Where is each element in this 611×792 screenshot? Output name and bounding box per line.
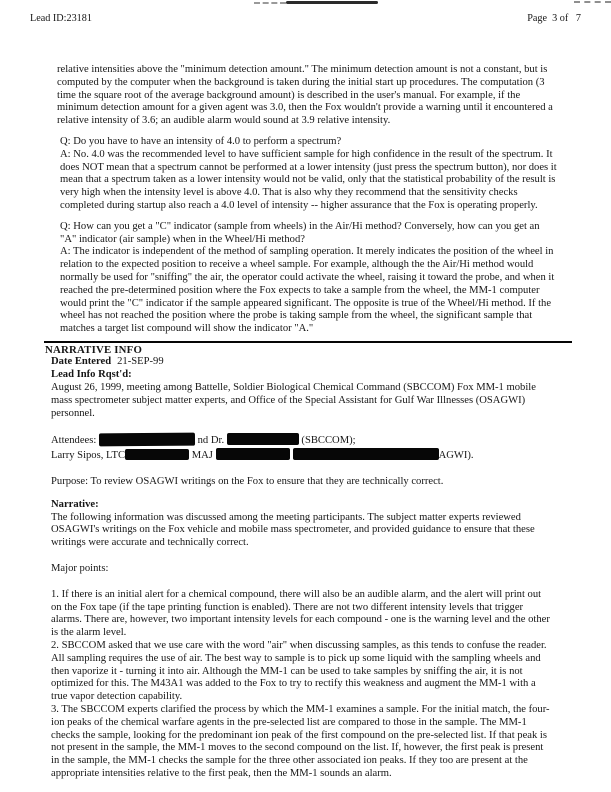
narrative-paragraph: The following information was discussed among the meeting participants. The subject matter experts reviewed OSAGWI's writings on the Fox vehicle and mobile mass spectrometer, and provided guidance to ensure that these writings were accurate and technically correct. — [51, 511, 535, 549]
attendees-fragment: MAJ — [191, 450, 213, 462]
scan-artifact-top-center-line — [286, 1, 378, 4]
purpose-line: Purpose: To review OSAGWI writings on the Fox to ensure that they are technically correct. — [51, 476, 444, 488]
section-divider-rule — [44, 341, 572, 344]
answer-text: A: No. 4.0 was the recommended level to have sufficient sample for high confidence in the result of the spectrum. It does NOT mean that a spectrum cannot be performed at a lower intensity (just press the spectrum button), nor does it mean that a spectrum taken as a lower intensity would not be valid, only that the statistical probability of the result is very high when the intensity level is above 4.0. That is also why they recommend that the sensitivity checks completed during startup also reach a 4.0 level of intensity -- higher assurance that the Fox is operating properly. — [60, 148, 557, 211]
redaction-bar — [99, 433, 195, 447]
date-entered-label: Date Entered — [51, 356, 112, 368]
major-point-2: 2. SBCCOM asked that we use care with the word "air" when discussing samples, as this tends to confuse the reader. All sampling requires the use of air. The best way to sample is to pick up some liquid with the sampling wheels and then vaporize it - turning it into air. Although the MM-1 can be used to take samples by sniffing the air, it is not optimized for this. The M43A1 was added to the Fox to try to rectify this weakness and augment the MM-1 with a true vapor detection capability. — [51, 639, 547, 703]
answer-text: A: The indicator is independent of the method of sampling operation. It merely indicates the position of the wheel in relation to the expected position to receive a wheel sample. For example, although the the Air/Hi method would normally be used for "sniffing" the air, the operator could activate the wheel, raising it toward the probe, and when it reached the pre-determined position where the Fox expects to take a sample from the wheel, the MM-1 computer would print the "C" indicator if the sample appeared significant. The opposite is true of the Wheel/Hi method. If the wheel has not reached the position where the probe is taking sample from the wheel, the significant sample that matches a target list compound will show the indicator "A." — [60, 246, 555, 335]
attendees-label: Attendees: — [51, 435, 97, 447]
major-points-list — [44, 589, 554, 781]
page-header — [30, 13, 581, 24]
qa-pair-intensity — [57, 136, 558, 213]
attendees-fragment: nd Dr. — [197, 435, 225, 447]
section-title: NARRATIVE INFO — [45, 344, 143, 357]
major-point-3: 3. The SBCCOM experts clarified the process by which the MM-1 examines a sample. For the initial match, the four-ion peaks of the chemical warfare agents in the pre-selected list are compared to those in the sample. The MM-1 checks the sample, looking for the predominant ion peak of the first compound on the pre-selected list. If that peak is not present in the sample, the MM-1 moves to the second compound on the list. If, however, the first peak is present in the sample, the MM-1 checks the sample for the three other associated ion peaks. If they too are present at the appropriate intensities relative to the first peak, then the MM-1 sounds an alarm. — [51, 703, 550, 779]
redaction-bar — [216, 448, 290, 460]
qa-section — [44, 64, 572, 336]
major-point-1: 1. If there is an initial alert for a chemical compound, there will also be an audible alarm, and the alert will print out on the Fox tape (if the tape printing function is enabled). There are not two different intensity levels that trigger alarms. There are, however, two important intensity levels for each compound - one is the warning level and the other is the alarm level. — [51, 588, 550, 639]
qa-pair-indicator — [57, 221, 558, 336]
redaction-bar — [293, 448, 439, 460]
attendees-line-2 — [51, 448, 554, 463]
attendees-fragment: AGWI). — [438, 450, 474, 462]
attendees-fragment: Larry Sipos, LTC — [51, 450, 126, 462]
redaction-bar — [227, 433, 299, 445]
narrative-label: Narrative: — [51, 498, 99, 510]
question-text: Q: How can you get a "C" indicator (sample from wheels) in the Air/Hi method? Conversely, how can you get an "A" indicator (air sample) when in the Wheel/Hi method? — [60, 220, 540, 245]
question-text: Q: Do you have to have an intensity of 4.0 to perform a spectrum? — [60, 135, 342, 147]
intro-paragraph: relative intensities above the "minimum detection amount." The minimum detection amount is not a constant, but is computed by the computer when the background is taken during the initial start up procedures. The computation (3 time the square root of the average background amount) is described in the user's manual. For example, if the minimum detection amount for a given agent was 3.0, then the Fox wouldn't provide a warning until it encountered a relative intensity of 3.6; an audible alarm would sound at 3.9 relative intensity. — [57, 64, 553, 127]
major-points-label: Major points: — [51, 563, 109, 574]
date-entered-value: 21-SEP-99 — [117, 356, 164, 368]
lead-id-label: Lead ID:23181 — [30, 13, 92, 24]
attendees-line-1 — [51, 433, 554, 448]
date-entered-row — [51, 356, 554, 369]
scan-artifact-top-right-dashes — [574, 1, 611, 3]
lead-info-label: Lead Info Rqst'd: — [51, 369, 132, 381]
document-body — [44, 64, 572, 781]
scan-artifact-top-center-dashes — [254, 2, 286, 4]
request-paragraph: August 26, 1999, meeting among Battelle, Soldier Biological Chemical Command (SBCCOM) Fox MM-1 mobile mass spectrometer subject matter experts, and Office of the Special Assistant for Gulf War Illnesses (OSAGWI) personnel. — [51, 382, 536, 419]
redaction-bar — [125, 449, 189, 460]
page-number-label: Page 3 of 7 — [527, 13, 581, 24]
attendees-fragment: (SBCCOM); — [301, 435, 356, 447]
narrative-info-section — [44, 344, 572, 780]
